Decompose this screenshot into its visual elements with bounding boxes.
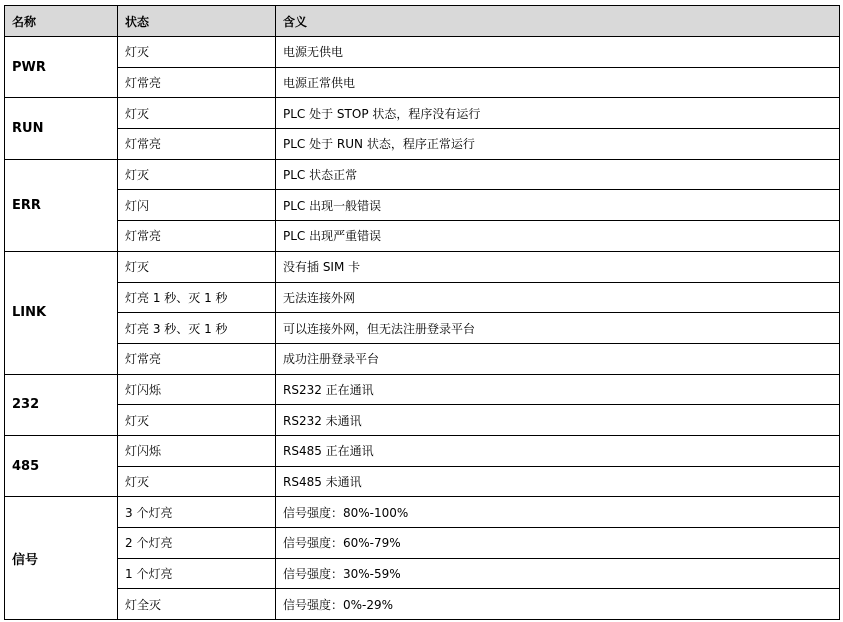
meaning-cell: 信号强度：30%-59% [276, 558, 840, 589]
meaning-cell: PLC 状态正常 [276, 159, 840, 190]
status-cell: 1 个灯亮 [118, 558, 276, 589]
table-row [5, 251, 840, 282]
meaning-cell: 没有插 SIM 卡 [276, 251, 840, 282]
table-row [5, 589, 840, 620]
meaning-cell: RS232 正在通讯 [276, 374, 840, 405]
meaning-cell: RS485 未通讯 [276, 466, 840, 497]
status-cell: 灯灭 [118, 405, 276, 436]
table-row [5, 528, 840, 559]
meaning-cell: 信号强度：80%-100% [276, 497, 840, 528]
meaning-cell: PLC 处于 STOP 状态，程序没有运行 [276, 98, 840, 129]
table-row [5, 282, 840, 313]
status-cell: 3 个灯亮 [118, 497, 276, 528]
meaning-cell: PLC 处于 RUN 状态，程序正常运行 [276, 129, 840, 160]
table-row [5, 343, 840, 374]
table-row [5, 558, 840, 589]
header-name: 名称 [5, 6, 118, 37]
status-cell: 灯闪烁 [118, 374, 276, 405]
table-row [5, 435, 840, 466]
meaning-cell: 信号强度：0%-29% [276, 589, 840, 620]
table-row [5, 313, 840, 344]
meaning-cell: 信号强度：60%-79% [276, 528, 840, 559]
status-cell: 灯灭 [118, 98, 276, 129]
status-cell: 灯亮 1 秒、灭 1 秒 [118, 282, 276, 313]
status-cell: 灯常亮 [118, 129, 276, 160]
table-row [5, 98, 840, 129]
table-row [5, 466, 840, 497]
status-cell: 灯灭 [118, 466, 276, 497]
meaning-cell: RS232 未通讯 [276, 405, 840, 436]
status-cell: 灯全灭 [118, 589, 276, 620]
table-row [5, 497, 840, 528]
meaning-cell: 无法连接外网 [276, 282, 840, 313]
led-status-table [4, 5, 840, 620]
table-row [5, 37, 840, 68]
status-cell: 2 个灯亮 [118, 528, 276, 559]
table-row [5, 129, 840, 160]
meaning-cell: 成功注册登录平台 [276, 343, 840, 374]
table-row [5, 159, 840, 190]
table-row [5, 374, 840, 405]
meaning-cell: 电源无供电 [276, 37, 840, 68]
status-cell: 灯灭 [118, 159, 276, 190]
status-cell: 灯闪 [118, 190, 276, 221]
meaning-cell: 可以连接外网，但无法注册登录平台 [276, 313, 840, 344]
meaning-cell: PLC 出现一般错误 [276, 190, 840, 221]
indicator-name-cell: 信号 [5, 497, 118, 620]
indicator-name-cell: 485 [5, 435, 118, 496]
header-status: 状态 [118, 6, 276, 37]
indicator-name-cell: RUN [5, 98, 118, 159]
table-header-row [5, 6, 840, 37]
table-row [5, 190, 840, 221]
indicator-name-cell: ERR [5, 159, 118, 251]
meaning-cell: 电源正常供电 [276, 67, 840, 98]
status-cell: 灯灭 [118, 37, 276, 68]
meaning-cell: RS485 正在通讯 [276, 435, 840, 466]
indicator-name-cell: PWR [5, 37, 118, 98]
indicator-name-cell: 232 [5, 374, 118, 435]
status-cell: 灯亮 3 秒、灭 1 秒 [118, 313, 276, 344]
meaning-cell: PLC 出现严重错误 [276, 221, 840, 252]
table-body [5, 37, 840, 620]
table-row [5, 221, 840, 252]
table-row [5, 67, 840, 98]
status-cell: 灯闪烁 [118, 435, 276, 466]
status-cell: 灯常亮 [118, 343, 276, 374]
status-cell: 灯常亮 [118, 221, 276, 252]
header-meaning: 含义 [276, 6, 840, 37]
status-cell: 灯常亮 [118, 67, 276, 98]
indicator-name-cell: LINK [5, 251, 118, 374]
status-cell: 灯灭 [118, 251, 276, 282]
table-row [5, 405, 840, 436]
